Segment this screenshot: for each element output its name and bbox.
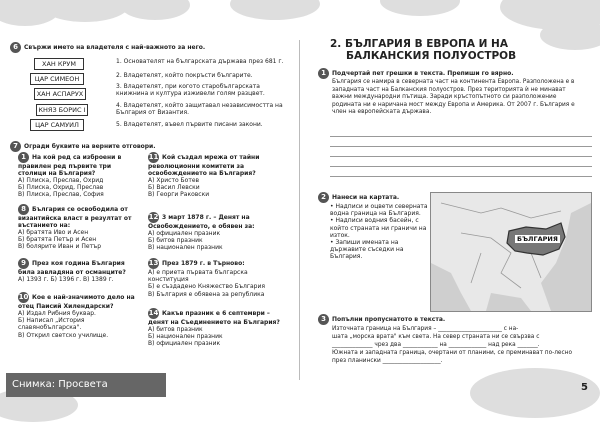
answer-line[interactable] bbox=[330, 136, 592, 137]
answer-option[interactable]: В) България е обявена за република bbox=[148, 290, 265, 298]
answer-line[interactable] bbox=[330, 166, 592, 167]
answer-option[interactable]: В) национален празник bbox=[148, 244, 223, 252]
exercise-7-text: Огради буквите на верните отговори. bbox=[24, 143, 156, 150]
question-text: През 1879 г. в Търново: bbox=[162, 260, 245, 267]
question-text: 3 март 1878 г. – Денят на Освобождението, е обявен за: bbox=[148, 214, 255, 230]
section-number: 2. bbox=[330, 38, 342, 50]
answer-option[interactable]: А) братята Иво и Асен bbox=[18, 229, 89, 236]
question-text: Кое е най-значимото дело на отец Паисий Хилендарски? bbox=[18, 294, 135, 310]
answer-option[interactable]: Б) братята Петър и Асен bbox=[18, 236, 97, 244]
ruler-name-knyaz-boris[interactable]: КНЯЗ БОРИС I bbox=[36, 104, 88, 116]
answer-option[interactable]: В) Георги Раковски bbox=[148, 191, 210, 199]
map-task: • Запиши имената на държавите съседки на България. bbox=[330, 239, 404, 261]
fact-3: 3. Владетелят, при когото старобългарската книжнина и култура изживели голям разцвет. bbox=[116, 83, 265, 97]
map-task: • Надписи водния басейн, с който страната ни граничи на изток. bbox=[330, 217, 427, 239]
exercise-number: 7 bbox=[10, 141, 21, 152]
fill-in-line[interactable]: ______________ чрез два ____________ на _____________ над река _______. bbox=[332, 342, 540, 348]
exercise-7-instruction bbox=[10, 141, 156, 152]
answer-line[interactable] bbox=[330, 176, 592, 177]
answer-option[interactable]: А) Издал Рибния буквар. bbox=[18, 310, 96, 317]
question-text: На кой ред са изброени в правилен ред първите три столици на България? bbox=[18, 154, 122, 177]
answer-option[interactable]: А) официален празник bbox=[148, 230, 221, 237]
cloud-decoration bbox=[470, 368, 600, 418]
exercise-6 bbox=[10, 42, 294, 53]
cloud-decoration bbox=[540, 20, 600, 50]
ruler-name-khan-krum[interactable]: ХАН КРУМ bbox=[34, 58, 84, 70]
exercise-number: 6 bbox=[10, 42, 21, 53]
exercise-1-instruction: Подчертай пет грешки в текста. Препиши го вярно. bbox=[332, 70, 514, 77]
question-number: 11 bbox=[148, 153, 159, 161]
answer-option[interactable]: В) официален празник bbox=[148, 340, 221, 348]
map-graphic bbox=[431, 193, 591, 311]
question-9 bbox=[18, 258, 140, 283]
fill-in-line[interactable]: Източната граница на България – ______________________ с на- bbox=[332, 326, 519, 332]
question-13 bbox=[148, 258, 288, 298]
balkan-map[interactable] bbox=[430, 192, 592, 312]
section-title bbox=[330, 38, 516, 62]
answer-option[interactable]: Б) Плиска, Охрид, Преслав bbox=[18, 184, 104, 192]
page-divider bbox=[299, 40, 300, 380]
answer-option[interactable]: А) битов празник bbox=[148, 326, 203, 333]
question-1 bbox=[18, 152, 140, 199]
exercise-1-text: България се намира в северната част на континента Европа. Разположена е в западната част на Балканския полуостров. През територията ѝ не минават важни международни пътища. Заради кръстопътното си разположение родината ни е наричана мост между Европа и Америка. От 2007 г. България е член на европейската държава. bbox=[332, 79, 575, 116]
exercise-3 bbox=[318, 314, 588, 365]
question-text: През коя година България била завладяна от османците? bbox=[18, 260, 126, 276]
exercise-2 bbox=[318, 192, 428, 261]
answer-option[interactable]: В) Открил светско училище. bbox=[18, 331, 109, 339]
exercise-3-instruction: Попълни пропуснатото в текста. bbox=[332, 316, 446, 323]
answer-option[interactable]: В) болярите Иван и Петър bbox=[18, 243, 102, 251]
exercise-number: 3 bbox=[318, 314, 329, 325]
section-title-line1: БЪЛГАРИЯ В ЕВРОПА И НА bbox=[344, 38, 508, 50]
answer-option[interactable]: Б) е създадено Княжество България bbox=[148, 283, 265, 291]
cloud-decoration bbox=[120, 0, 190, 20]
fill-in-line[interactable]: шата „морска врата" към света. На север страната ни се свързва с bbox=[332, 334, 540, 340]
fact-4: 4. Владетелят, който защитавал независимостта на България от Византия. bbox=[116, 102, 283, 116]
answer-option[interactable]: А) Плиска, Преслав, Охрид bbox=[18, 177, 104, 184]
answer-option[interactable]: Б) битов празник bbox=[148, 237, 203, 245]
answer-option[interactable]: А) е приета първата българска конституция bbox=[148, 269, 248, 284]
question-text: Какъв празник е 6 септември – денят на Съединението на България? bbox=[148, 310, 280, 326]
question-number: 9 bbox=[18, 258, 29, 269]
exercise-2-instruction: Нанеси на картата. bbox=[332, 194, 400, 201]
map-label-bulgaria: БЪЛГАРИЯ bbox=[517, 235, 558, 243]
answer-option[interactable]: А) Христо Ботев bbox=[148, 177, 200, 184]
answer-option[interactable]: Б) Написал „История славянобългарска". bbox=[18, 317, 85, 332]
answer-line[interactable] bbox=[330, 156, 592, 157]
exercise-6-instruction: Свържи името на владетеля с най-важното за него. bbox=[24, 44, 206, 51]
question-number: 8 bbox=[18, 204, 29, 215]
answer-option[interactable]: А) 1393 г. Б) 1396 г. В) 1389 г. bbox=[18, 276, 114, 283]
ruler-name-tsar-samuil[interactable]: ЦАР САМУИЛ bbox=[30, 119, 84, 131]
ruler-name-khan-asparuh[interactable]: ХАН АСПАРУХ bbox=[34, 88, 86, 100]
fact-1: 1. Основателят на българската държава през 681 г. bbox=[116, 58, 284, 65]
question-text: Кой създал мрежа от тайни революционни комитети за освобождението на България? bbox=[148, 154, 260, 177]
fill-in-line[interactable]: Южната и западната граница, очертани от планини, се преминават по-лесно bbox=[332, 350, 573, 356]
question-number: 13 bbox=[148, 259, 159, 267]
fill-in-line[interactable]: през планински ____________________. bbox=[332, 358, 443, 364]
photo-credit-caption: Снимка: Просвета bbox=[6, 373, 166, 397]
page-number: 5 bbox=[581, 382, 588, 393]
question-number: 14 bbox=[148, 309, 159, 317]
question-text: България се освободила от византийска власт в резултат от въстанието на: bbox=[18, 206, 132, 229]
section-title-line2: БАЛКАНСКИЯ ПОЛУОСТРОВ bbox=[346, 50, 517, 62]
question-8 bbox=[18, 204, 140, 251]
exercise-number: 1 bbox=[318, 68, 329, 79]
cloud-decoration bbox=[380, 0, 460, 16]
map-task: • Надписи и оцвети северната водна граница на България. bbox=[330, 203, 428, 218]
answer-option[interactable]: В) Плиска, Преслав, София bbox=[18, 191, 104, 199]
fact-2: 2. Владетелят, който покръсти българите. bbox=[116, 72, 253, 79]
fact-5: 5. Владетелят, въвел първите писани закони. bbox=[116, 121, 263, 128]
question-number: 1 bbox=[18, 152, 29, 163]
question-number: 10 bbox=[18, 293, 29, 301]
answer-option[interactable]: Б) национален празник bbox=[148, 333, 223, 341]
question-14 bbox=[148, 308, 288, 348]
cloud-decoration bbox=[230, 0, 320, 20]
question-number: 12 bbox=[148, 213, 159, 221]
exercise-1 bbox=[318, 68, 586, 117]
question-11 bbox=[148, 152, 288, 199]
answer-option[interactable]: Б) Васил Левски bbox=[148, 184, 200, 192]
question-12 bbox=[148, 212, 288, 252]
question-10 bbox=[18, 292, 140, 339]
ruler-name-tsar-simeon[interactable]: ЦАР СИМЕОН bbox=[30, 73, 84, 85]
exercise-number: 2 bbox=[318, 192, 329, 203]
answer-line[interactable] bbox=[330, 146, 592, 147]
